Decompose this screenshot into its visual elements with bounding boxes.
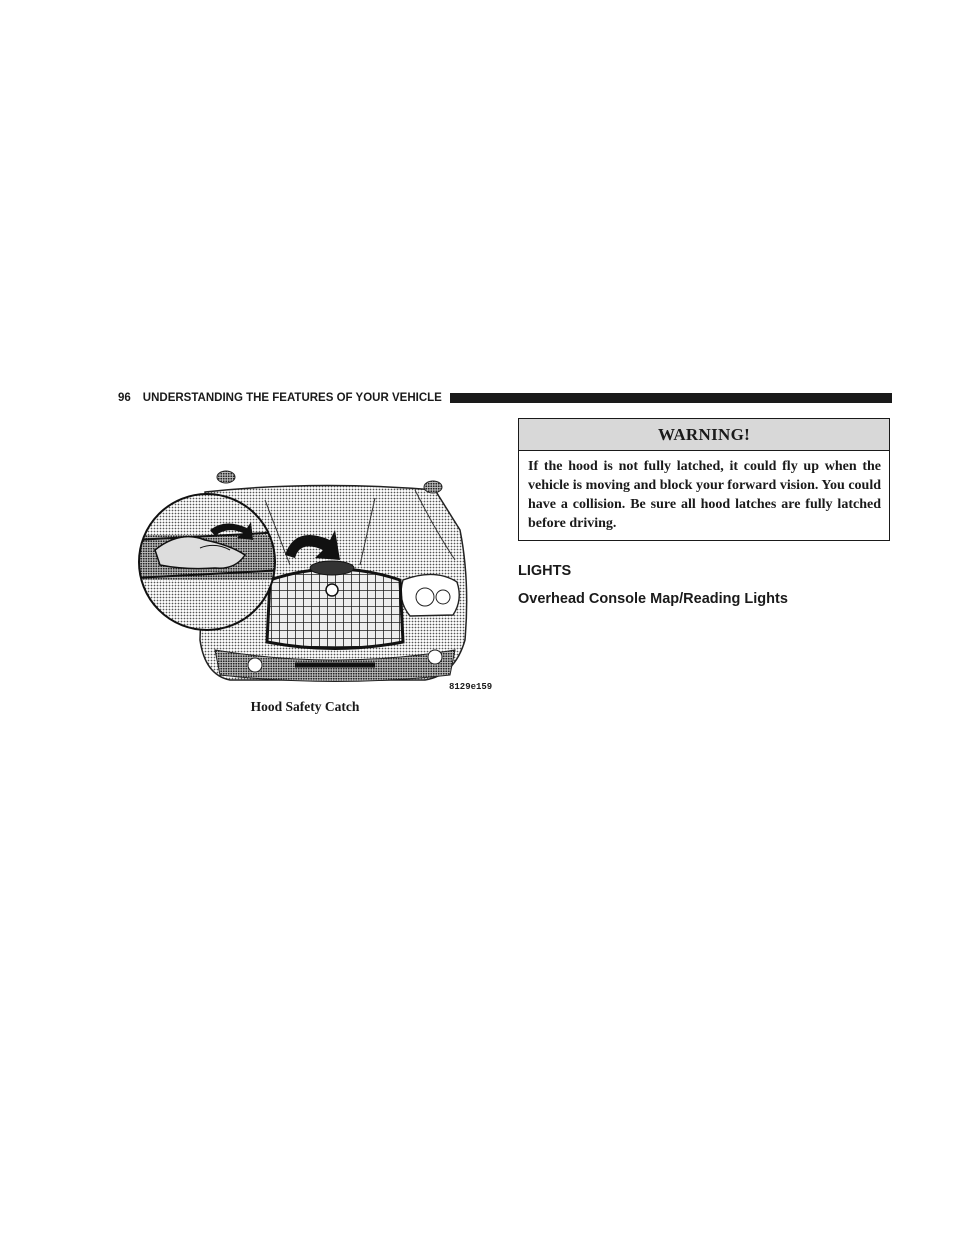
figure-code: 8129e159 xyxy=(449,682,493,692)
hood-safety-catch-illustration xyxy=(135,470,495,695)
overhead-lights-heading: Overhead Console Map/Reading Lights xyxy=(518,591,788,607)
page-header xyxy=(118,390,892,406)
header-rule xyxy=(450,393,892,403)
warning-box xyxy=(518,418,890,541)
page-number: 96 xyxy=(118,392,131,404)
figure-caption: Hood Safety Catch xyxy=(250,699,360,714)
section-title: UNDERSTANDING THE FEATURES OF YOUR VEHICLE xyxy=(142,392,442,404)
warning-title: WARNING! xyxy=(519,419,889,451)
lights-heading: LIGHTS xyxy=(518,563,572,579)
warning-text: If the hood is not fully latched, it could fly up when the vehicle is moving and block your forward vision. You could have a collision. Be sure all hood latches are fully latched before driving. xyxy=(528,459,881,531)
